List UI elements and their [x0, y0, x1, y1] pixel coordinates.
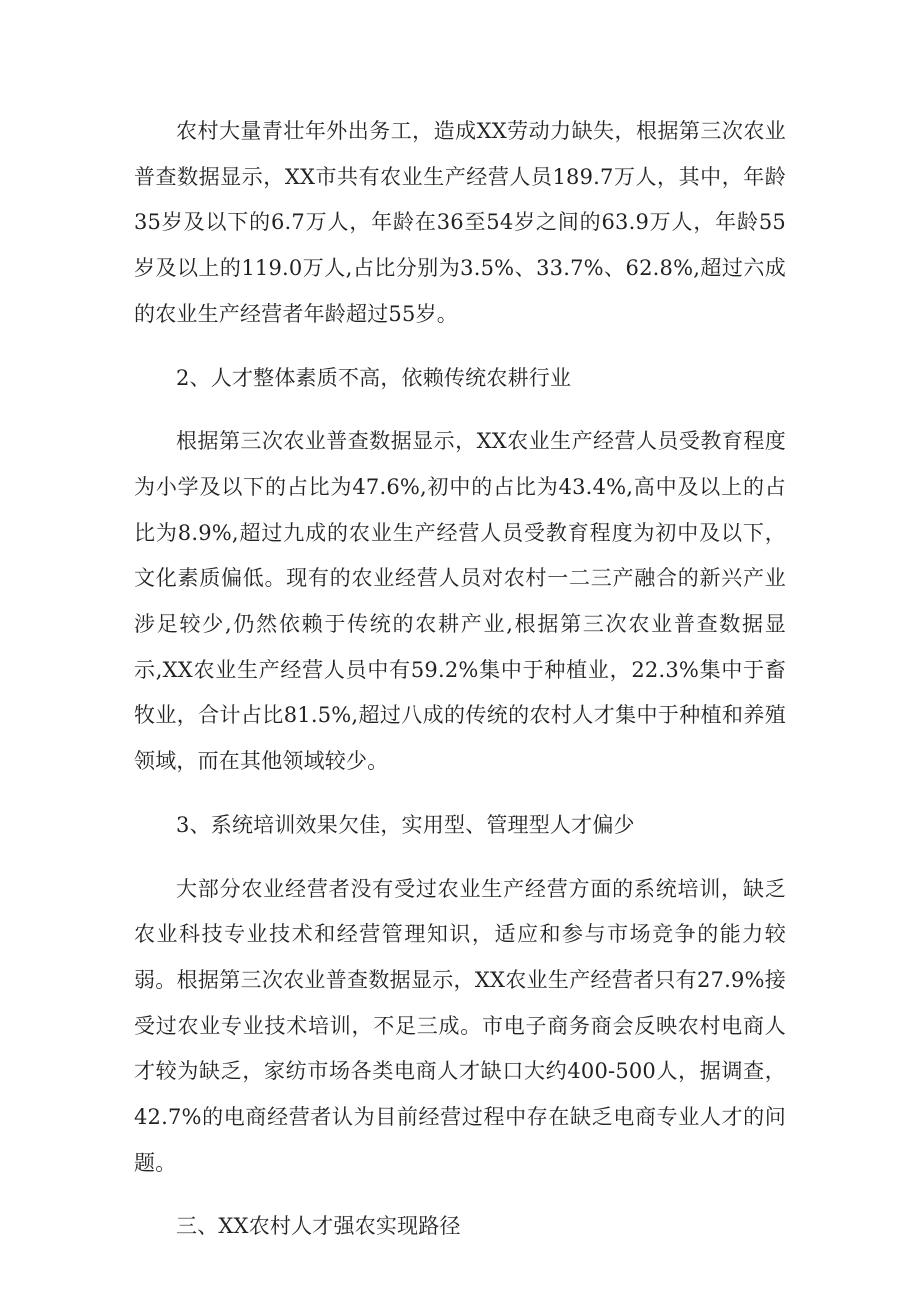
heading-talent-quality: 2、人才整体素质不高，依赖传统农耕行业 [176, 365, 572, 390]
heading-implementation-path: 三、XX农村人才强农实现路径 [176, 1214, 461, 1239]
paragraph-labor-shortage: 农村大量青壮年外出务工，造成XX劳动力缺失，根据第三次农业普查数据显示，XX市共有农业生产经营人员189.7万人，其中，年龄35岁及以下的6.7万人，年龄在36至54岁之间的63.9万人，年龄55岁及以上的119.0万人,占比分别为3.5%、33.7%、62.8%,超过六成的农业生产经营者年龄超过55岁。 [134, 119, 786, 326]
paragraph-education-level: 根据第三次农业普查数据显示，XX农业生产经营人员受教育程度为小学及以下的占比为47.6%,初中的占比为43.4%,高中及以上的占比为8.9%,超过九成的农业生产经营人员受教育程度为初中及以下，文化素质偏低。现有的农业经营人员对农村一二三产融合的新兴产业涉足较少,仍然依赖于传统的农耕产业,根据第三次农业普查数据显示,XX农业生产经营人员中有59.2%集中于种植业，22.3%集中于畜牧业，合计占比81.5%,超过八成的传统的农村人才集中于种植和养殖领域，而在其他领域较少。 [134, 429, 786, 774]
heading-training-effect: 3、系统培训效果欠佳，实用型、管理型人才偏少 [176, 812, 635, 837]
paragraph-training-gap: 大部分农业经营者没有受过农业生产经营方面的系统培训，缺乏农业科技专业技术和经营管理知识，适应和参与市场竞争的能力较弱。根据第三次农业普查数据显示，XX农业生产经营者只有27.9%接受过农业专业技术培训，不足三成。市电子商务商会反映农村电商人才较为缺乏，家纺市场各类电商人才缺口大约400-500人，据调查，42.7%的电商经营者认为目前经营过程中存在缺乏电商专业人才的问题。 [134, 876, 786, 1175]
document-body [134, 109, 786, 1268]
